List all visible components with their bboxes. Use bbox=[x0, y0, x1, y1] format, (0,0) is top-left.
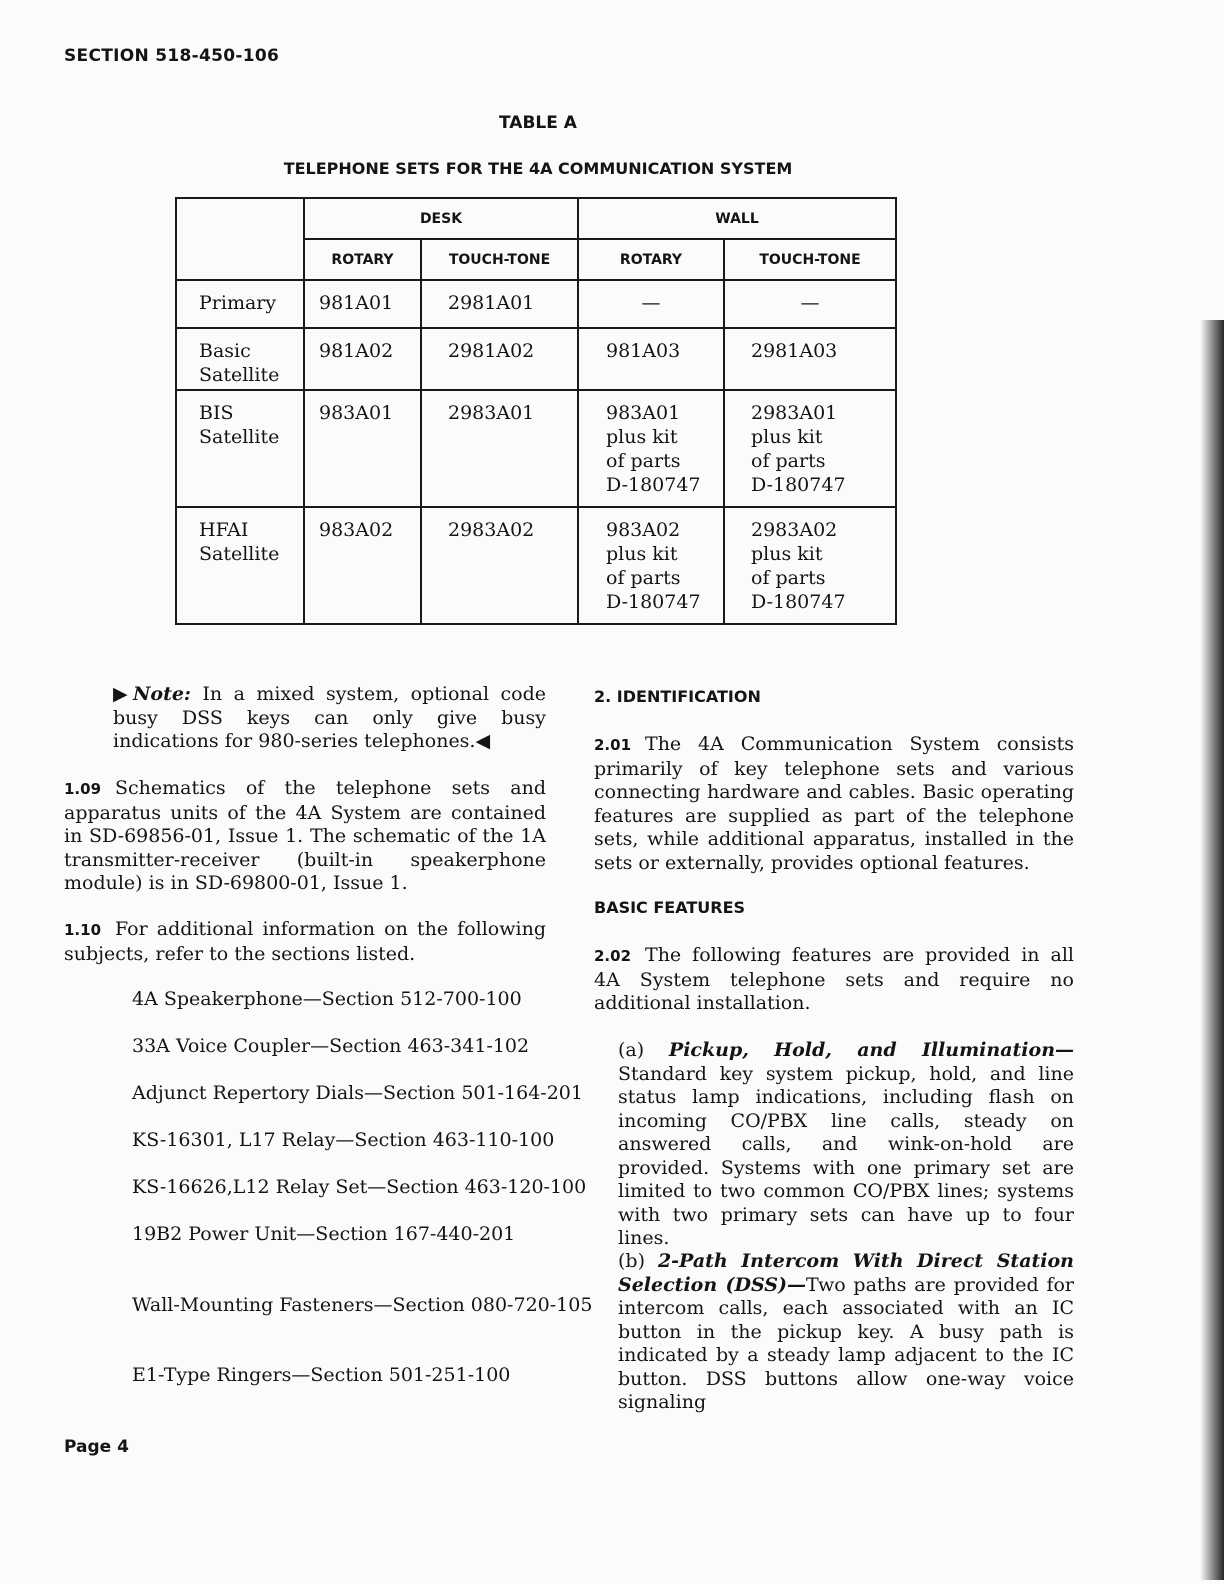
reference-item: Wall-Mounting Fasteners—Section 080-720-105 bbox=[132, 1294, 593, 1316]
item-text: Two paths are provided for intercom calls, each associated with an IC button in the pickup key. A busy path is indicated by a steady lamp adjacent to the IC button. DSS buttons allow one-way voice signaling bbox=[618, 1273, 1074, 1413]
section-header: SECTION 518-450-106 bbox=[64, 46, 280, 66]
table-cell: 2981A01 bbox=[421, 280, 578, 328]
page-edge-shadow bbox=[1184, 320, 1224, 1580]
table-cell: 2983A01 plus kit of parts D-180747 bbox=[724, 390, 896, 507]
row-label: HFAI Satellite bbox=[176, 507, 304, 624]
paragraph-number: 2.01 bbox=[594, 736, 632, 754]
subsection-heading: BASIC FEATURES bbox=[594, 898, 746, 917]
paragraph-number: 1.10 bbox=[64, 921, 102, 939]
reference-item: KS-16301, L17 Relay—Section 463-110-100 bbox=[132, 1129, 555, 1151]
note-end-arrow-icon: ◀ bbox=[475, 730, 491, 752]
note-paragraph bbox=[113, 683, 546, 754]
row-label: Basic Satellite bbox=[176, 328, 304, 390]
table-cell: — bbox=[578, 280, 724, 328]
feature-item-a bbox=[618, 1039, 1074, 1251]
paragraph-2-01 bbox=[594, 733, 1074, 875]
row-label: BIS Satellite bbox=[176, 390, 304, 507]
reference-item: E1-Type Ringers—Section 501-251-100 bbox=[132, 1364, 511, 1386]
table-cell: 981A02 bbox=[304, 328, 421, 390]
table-corner-cell bbox=[176, 198, 304, 280]
table-cell: 2981A02 bbox=[421, 328, 578, 390]
table-cell: — bbox=[724, 280, 896, 328]
table-cell: 981A01 bbox=[304, 280, 421, 328]
item-text: Standard key system pickup, hold, and line status lamp indications, including flash on incoming CO/PBX line calls, steady on answered calls, and wink-on-hold are provided. Systems with one primary set are limited to two common CO/PBX lines; systems with two primary sets can have up to four lines. bbox=[618, 1062, 1074, 1249]
telephone-sets-table bbox=[175, 197, 897, 625]
row-label: Primary bbox=[176, 280, 304, 328]
table-row bbox=[176, 507, 896, 624]
reference-item: 33A Voice Coupler—Section 463-341-102 bbox=[132, 1035, 530, 1057]
paragraph-2-02 bbox=[594, 944, 1074, 1016]
reference-item: KS-16626,L12 Relay Set—Section 463-120-100 bbox=[132, 1176, 587, 1198]
paragraph-text: For additional information on the following subjects, refer to the sections listed. bbox=[64, 918, 546, 965]
table-cell: 2981A03 bbox=[724, 328, 896, 390]
item-marker: (b) bbox=[618, 1250, 645, 1272]
note-arrow-icon: ▶ bbox=[113, 683, 134, 705]
subheader-desk-rotary: ROTARY bbox=[304, 239, 421, 280]
paragraph-text: Schematics of the telephone sets and apparatus units of the 4A System are contained in SD-69856-01, Issue 1. The schematic of the 1A transmitter-receiver (built-in speakerphone module) is in SD-69800-01, Issue 1. bbox=[64, 777, 546, 894]
section-heading: 2. IDENTIFICATION bbox=[594, 687, 761, 706]
subheader-wall-touchtone: TOUCH-TONE bbox=[724, 239, 896, 280]
item-marker: (a) bbox=[618, 1039, 645, 1061]
paragraph-number: 2.02 bbox=[594, 947, 632, 965]
note-text: In a mixed system, optional code busy DSS keys can only give busy indications for 980-series telephones. bbox=[113, 683, 546, 752]
reference-item: 4A Speakerphone—Section 512-700-100 bbox=[132, 988, 522, 1010]
paragraph-number: 1.09 bbox=[64, 780, 102, 798]
table-cell: 983A02 bbox=[304, 507, 421, 624]
item-title: 2-Path Intercom With Direct Station Selection (DSS)— bbox=[618, 1250, 1074, 1296]
table-row bbox=[176, 280, 896, 328]
table-cell: 983A01 plus kit of parts D-180747 bbox=[578, 390, 724, 507]
note-label: Note: bbox=[133, 683, 191, 705]
table-subtitle: TELEPHONE SETS FOR THE 4A COMMUNICATION SYSTEM bbox=[283, 159, 793, 178]
paragraph-1-10 bbox=[64, 918, 546, 966]
table-cell: 2983A02 bbox=[421, 507, 578, 624]
group-header-desk: DESK bbox=[304, 198, 578, 239]
subheader-desk-touchtone: TOUCH-TONE bbox=[421, 239, 578, 280]
feature-item-b bbox=[618, 1250, 1074, 1415]
table-row bbox=[176, 390, 896, 507]
table-title: TABLE A bbox=[499, 113, 577, 133]
group-header-wall: WALL bbox=[578, 198, 896, 239]
reference-item: Adjunct Repertory Dials—Section 501-164-201 bbox=[132, 1082, 583, 1104]
paragraph-text: The 4A Communication System consists primarily of key telephone sets and various connecting hardware and cables. Basic operating features are supplied as part of the telephone sets, while additional apparatus, installed in the sets or externally, provides optional features. bbox=[594, 733, 1074, 874]
subheader-wall-rotary: ROTARY bbox=[578, 239, 724, 280]
reference-item: 19B2 Power Unit—Section 167-440-201 bbox=[132, 1223, 516, 1245]
paragraph-1-09 bbox=[64, 777, 546, 896]
page-number: Page 4 bbox=[64, 1437, 129, 1457]
paragraph-text: The following features are provided in all 4A System telephone sets and require no additional installation. bbox=[594, 944, 1074, 1014]
table-cell: 983A01 bbox=[304, 390, 421, 507]
table-cell: 2983A02 plus kit of parts D-180747 bbox=[724, 507, 896, 624]
table-cell: 2983A01 bbox=[421, 390, 578, 507]
table-cell: 981A03 bbox=[578, 328, 724, 390]
item-title: Pickup, Hold, and Illumination— bbox=[668, 1039, 1075, 1061]
table-cell: 983A02 plus kit of parts D-180747 bbox=[578, 507, 724, 624]
table-row bbox=[176, 328, 896, 390]
